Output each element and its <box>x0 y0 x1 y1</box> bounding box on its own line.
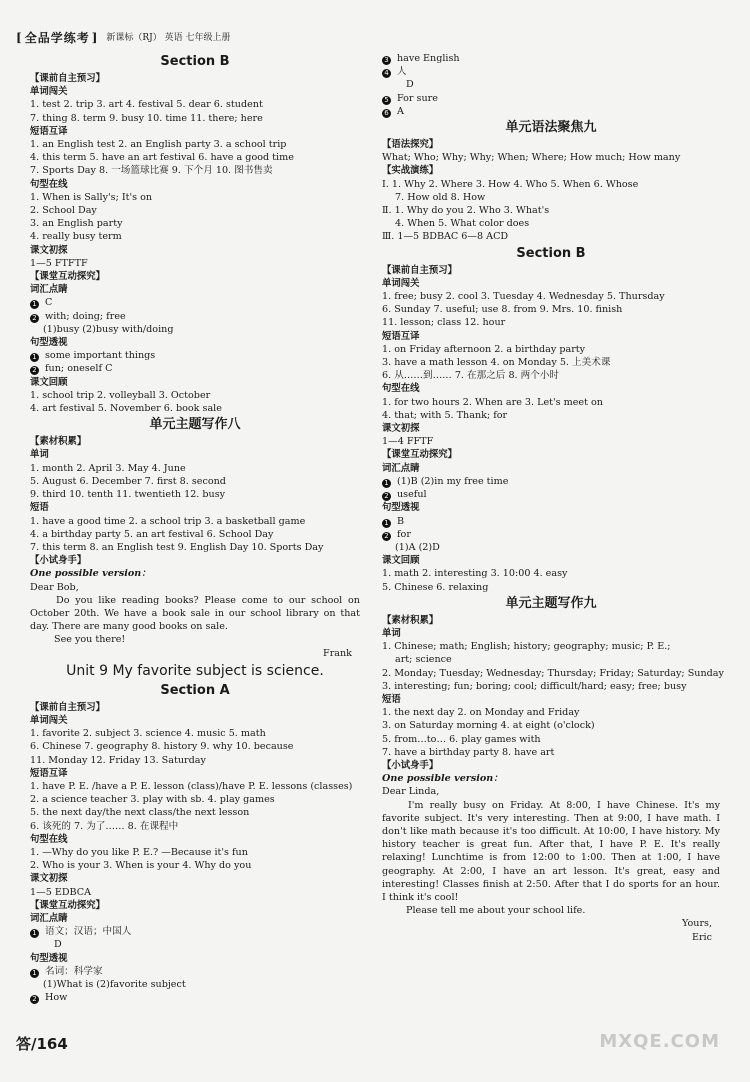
answer-line: 1. favorite 2. subject 3. science 4. music 5. math <box>30 728 266 740</box>
number-badge-icon: 1 <box>30 969 39 978</box>
answer-line: 2. School Day <box>30 205 97 217</box>
subsection-label: 单词闯关 <box>30 714 68 726</box>
answer-line-indented: D <box>54 939 62 951</box>
answer-text: A <box>397 105 404 117</box>
section-tag: 【课堂互动探究】 <box>30 271 106 283</box>
page-number: 答/164 <box>16 1035 68 1053</box>
section-tag: 【素材积累】 <box>382 614 439 626</box>
answer-line: 11. Monday 12. Friday 13. Saturday <box>30 754 206 766</box>
answer-line: 1. month 2. April 3. May 4. June <box>30 462 186 474</box>
number-badge-icon: 2 <box>30 995 39 1004</box>
answer-line: 6. 该死的 7. 为了…… 8. 在课程中 <box>30 820 179 832</box>
subsection-label: 句型透视 <box>30 337 68 349</box>
essay-paragraph: I'm really busy on Friday. At 8:00, I have Chinese. It's my favorite subject. It's very interesting. Then at 9:00, I have math. I don't like math because it's too difficult. At 10:00, I have history. My history teacher is great fun. After that, I have P. E. It's really relaxing! Lunchtime is from 12:00 to 1:00. Then at 1:00, I have geography. At 2:00, I have an art lesson. It's great, easy and interesting! Classes finish at 2:50. After that I do sports for an hour. I think it's cool! <box>382 799 720 903</box>
right-column <box>382 52 724 944</box>
numbered-answer <box>382 488 720 501</box>
answer-line: 9. third 10. tenth 11. twentieth 12. busy <box>30 489 226 501</box>
book-brand: [ 全品学练考 ] <box>16 32 98 45</box>
answer-text: How <box>45 992 68 1004</box>
answer-line: 11. lesson; class 12. hour <box>382 317 506 329</box>
subsection-label: 词汇点睛 <box>30 284 68 296</box>
section-tag: 【课堂互动探究】 <box>382 449 458 461</box>
answer-text: For sure <box>397 92 438 104</box>
number-badge-icon: 2 <box>30 366 39 375</box>
number-badge-icon: 1 <box>382 519 391 528</box>
subsection-label: 短语 <box>382 693 401 705</box>
answer-line: 3. interesting; fun; boring; cool; difficult/hard; easy; free; busy <box>382 680 687 692</box>
section-heading: 单元语法聚焦九 <box>505 120 597 136</box>
subsection-label: 词汇点睛 <box>382 462 420 474</box>
answer-text: with; doing; free <box>45 310 126 322</box>
answer-line: Dear Linda, <box>382 786 440 798</box>
answer-line: 1—4 FFTF <box>382 436 434 448</box>
answer-line: 6. Sunday 7. useful; use 8. from 9. Mrs. 10. finish <box>382 304 623 316</box>
numbered-answer <box>30 349 360 362</box>
sample-label: One possible version： <box>30 568 151 580</box>
subsection-label: 句型在线 <box>30 833 68 845</box>
subsection-label: 句型透视 <box>382 502 420 514</box>
section-tag: 【小试身手】 <box>30 555 87 567</box>
answer-line: 1. the next day 2. on Monday and Friday <box>382 707 580 719</box>
numbered-answer <box>382 528 720 541</box>
answer-line: 4. art festival 5. November 6. book sale <box>30 403 222 415</box>
numbered-answer <box>382 515 720 528</box>
answer-line-indented: (1)A (2)D <box>395 541 440 553</box>
answer-line: 3. on Saturday morning 4. at eight (o'clock) <box>382 720 595 732</box>
number-badge-icon: 3 <box>382 56 391 65</box>
section-tag: 【课前自主预习】 <box>30 701 106 713</box>
section-heading: 单元主题写作八 <box>149 417 241 433</box>
answer-text: 人 <box>397 66 407 78</box>
section-heading: Section B <box>516 245 586 261</box>
answer-line-indented: 7. How old 8. How <box>395 191 486 203</box>
section-tag: 【课前自主预习】 <box>30 73 106 84</box>
subsection-label: 单词闯关 <box>382 277 420 289</box>
numbered-answer <box>30 965 360 978</box>
subsection-label: 单词 <box>30 449 49 461</box>
answer-text: (1)B (2)in my free time <box>397 475 509 487</box>
numbered-answer <box>382 65 720 78</box>
answer-text: for <box>397 528 411 540</box>
answer-line-indented: (1)What is (2)favorite subject <box>43 979 186 990</box>
answer-line: 1. have P. E. /have a P. E. lesson (class)/have P. E. lessons (classes) <box>30 780 353 792</box>
answer-line: 1. Chinese; math; English; history; geography; music; P. E.; <box>382 641 671 653</box>
answer-line-indented: See you there! <box>54 634 126 646</box>
numbered-answer <box>382 475 720 488</box>
numbered-answer <box>382 92 720 105</box>
section-tag: 【课前自主预习】 <box>382 264 458 276</box>
number-badge-icon: 1 <box>30 300 39 309</box>
number-badge-icon: 1 <box>30 929 39 938</box>
answer-line: 1. math 2. interesting 3. 10:00 4. easy <box>382 568 568 580</box>
answer-line: 5. August 6. December 7. first 8. second <box>30 475 226 487</box>
signature-line: Eric <box>691 931 712 943</box>
number-badge-icon: 6 <box>382 109 391 118</box>
answer-line-indented: art; science <box>395 654 452 666</box>
answer-line: 1. on Friday afternoon 2. a birthday party <box>382 343 586 355</box>
answer-line: 7. thing 8. term 9. busy 10. time 11. there; here <box>30 112 263 124</box>
subsection-label: 词汇点睛 <box>30 912 68 924</box>
answer-line: 2. a science teacher 3. play with sb. 4. play games <box>30 794 275 806</box>
answer-line: 2. Who is your 3. When is your 4. Why do you <box>30 860 252 872</box>
section-tag: 【语法探究】 <box>382 139 439 151</box>
number-badge-icon: 1 <box>382 479 391 488</box>
subsection-label: 句型透视 <box>30 952 68 964</box>
numbered-answer <box>30 362 360 375</box>
left-column <box>30 52 360 1004</box>
answer-line: 5. Chinese 6. relaxing <box>382 581 489 593</box>
number-badge-icon: 2 <box>30 314 39 323</box>
answer-line: 4. a birthday party 5. an art festival 6. School Day <box>30 528 274 540</box>
number-badge-icon: 5 <box>382 96 391 105</box>
subsection-label: 句型在线 <box>382 383 420 395</box>
watermark: MXQE.COM <box>599 1031 720 1052</box>
number-badge-icon: 2 <box>382 492 391 501</box>
page-header <box>16 29 231 49</box>
answer-text: have English <box>397 53 460 64</box>
answer-text: C <box>45 297 53 309</box>
section-tag: 【素材积累】 <box>30 436 87 448</box>
numbered-answer <box>30 310 360 323</box>
answer-line: Dear Bob, <box>30 581 79 593</box>
number-badge-icon: 1 <box>30 353 39 362</box>
subsection-label: 短语互译 <box>382 330 420 342</box>
answer-line-indented: 4. When 5. What color does <box>395 218 530 230</box>
answer-line: What; Who; Why; Why; When; Where; How much; How many <box>382 152 681 164</box>
answer-line-indented: Please tell me about your school life. <box>406 905 586 917</box>
answer-line: 1. —Why do you like P. E.? —Because it's fun <box>30 846 248 858</box>
numbered-answer <box>30 296 360 309</box>
answer-line: 5. from…to… 6. play games with <box>382 733 541 745</box>
essay-paragraph: Do you like reading books? Please come to our school on October 20th. We have a book sale in our school library on that day. There are many good books on sale. <box>30 594 360 633</box>
unit-heading: Unit 9 My favorite subject is science. <box>66 662 324 679</box>
answer-line: 6. 从……到…… 7. 在那之后 8. 两个小时 <box>382 370 560 382</box>
answer-line: 1. have a good time 2. a school trip 3. a basketball game <box>30 515 306 527</box>
answer-line: 5. the next day/the next class/the next lesson <box>30 807 250 819</box>
answer-text: some important things <box>45 350 156 362</box>
section-tag: 【课堂互动探究】 <box>30 899 106 911</box>
answer-line: 7. have a birthday party 8. have art <box>382 746 555 758</box>
answer-line: 4. this term 5. have an art festival 6. have a good time <box>30 152 294 164</box>
answer-line: 1. an English test 2. an English party 3. a school trip <box>30 139 287 151</box>
number-badge-icon: 2 <box>382 532 391 541</box>
signature-line: Yours, <box>681 918 712 930</box>
answer-line: 1. for two hours 2. When are 3. Let's meet on <box>382 396 603 408</box>
subsection-label: 单词闯关 <box>30 86 68 98</box>
answer-line: 3. an English party <box>30 218 123 230</box>
subsection-label: 课文初探 <box>30 873 68 885</box>
section-heading: Section A <box>160 682 230 698</box>
numbered-answer <box>30 991 360 1004</box>
answer-line: 4. really busy term <box>30 231 122 243</box>
numbered-answer <box>30 925 360 938</box>
subsection-label: 短语 <box>30 502 49 514</box>
answer-text: fun; oneself C <box>45 363 113 375</box>
answer-line: Ⅱ. 1. Why do you 2. Who 3. What's <box>382 205 550 217</box>
answer-line: 7. this term 8. an English test 9. English Day 10. Sports Day <box>30 541 324 553</box>
answer-line: 7. Sports Day 8. 一场篮球比赛 9. 下个月 10. 图书售卖 <box>30 165 273 177</box>
answer-line-indented: (1)busy (2)busy with/doing <box>43 323 174 335</box>
answer-line: 1—5 EDBCA <box>30 886 92 898</box>
answer-line: 1—5 FTFTF <box>30 257 88 269</box>
answer-text: 名词：科学家 <box>45 965 103 977</box>
subsection-label: 单词 <box>382 627 401 639</box>
subsection-label: 短语互译 <box>30 125 68 137</box>
answer-line: 1. test 2. trip 3. art 4. festival 5. dear 6. student <box>30 99 263 111</box>
numbered-answer <box>382 52 720 65</box>
answer-text: useful <box>397 489 427 501</box>
number-badge-icon: 4 <box>382 69 391 78</box>
answer-line-indented: D <box>406 79 414 91</box>
answer-line: 1. free; busy 2. cool 3. Tuesday 4. Wednesday 5. Thursday <box>382 291 665 303</box>
subsection-label: 课文初探 <box>382 423 420 435</box>
answer-line: 2. Monday; Tuesday; Wednesday; Thursday; Friday; Saturday; Sunday <box>382 667 724 679</box>
book-meta: 新课标（RJ） 英语 七年级上册 <box>106 33 231 44</box>
answer-line: Ⅲ. 1—5 BDBAC 6—8 ACD <box>382 231 509 243</box>
section-heading: 单元主题写作九 <box>505 595 597 611</box>
answer-text: B <box>397 515 405 527</box>
numbered-answer <box>382 105 720 118</box>
section-tag: 【实战演练】 <box>382 165 439 177</box>
subsection-label: 句型在线 <box>30 178 68 190</box>
subsection-label: 课文初探 <box>30 244 68 256</box>
answer-line: 1. When is Sally's; It's on <box>30 191 153 203</box>
answer-line: 4. that; with 5. Thank; for <box>382 409 508 421</box>
answer-line: 1. school trip 2. volleyball 3. October <box>30 389 211 401</box>
answer-line: Ⅰ. 1. Why 2. Where 3. How 4. Who 5. When 6. Whose <box>382 178 639 190</box>
section-tag: 【小试身手】 <box>382 759 439 771</box>
subsection-label: 短语互译 <box>30 767 68 779</box>
answer-text: 语文；汉语；中国人 <box>45 926 132 938</box>
subsection-label: 课文回顾 <box>382 555 420 567</box>
answer-line: 3. have a math lesson 4. on Monday 5. 上美术课 <box>382 357 611 369</box>
answer-line: 6. Chinese 7. geography 8. history 9. why 10. because <box>30 741 294 753</box>
signature-line: Frank <box>323 647 352 659</box>
sample-label: One possible version： <box>382 773 503 785</box>
subsection-label: 课文回顾 <box>30 376 68 388</box>
section-heading: Section B <box>160 54 230 69</box>
